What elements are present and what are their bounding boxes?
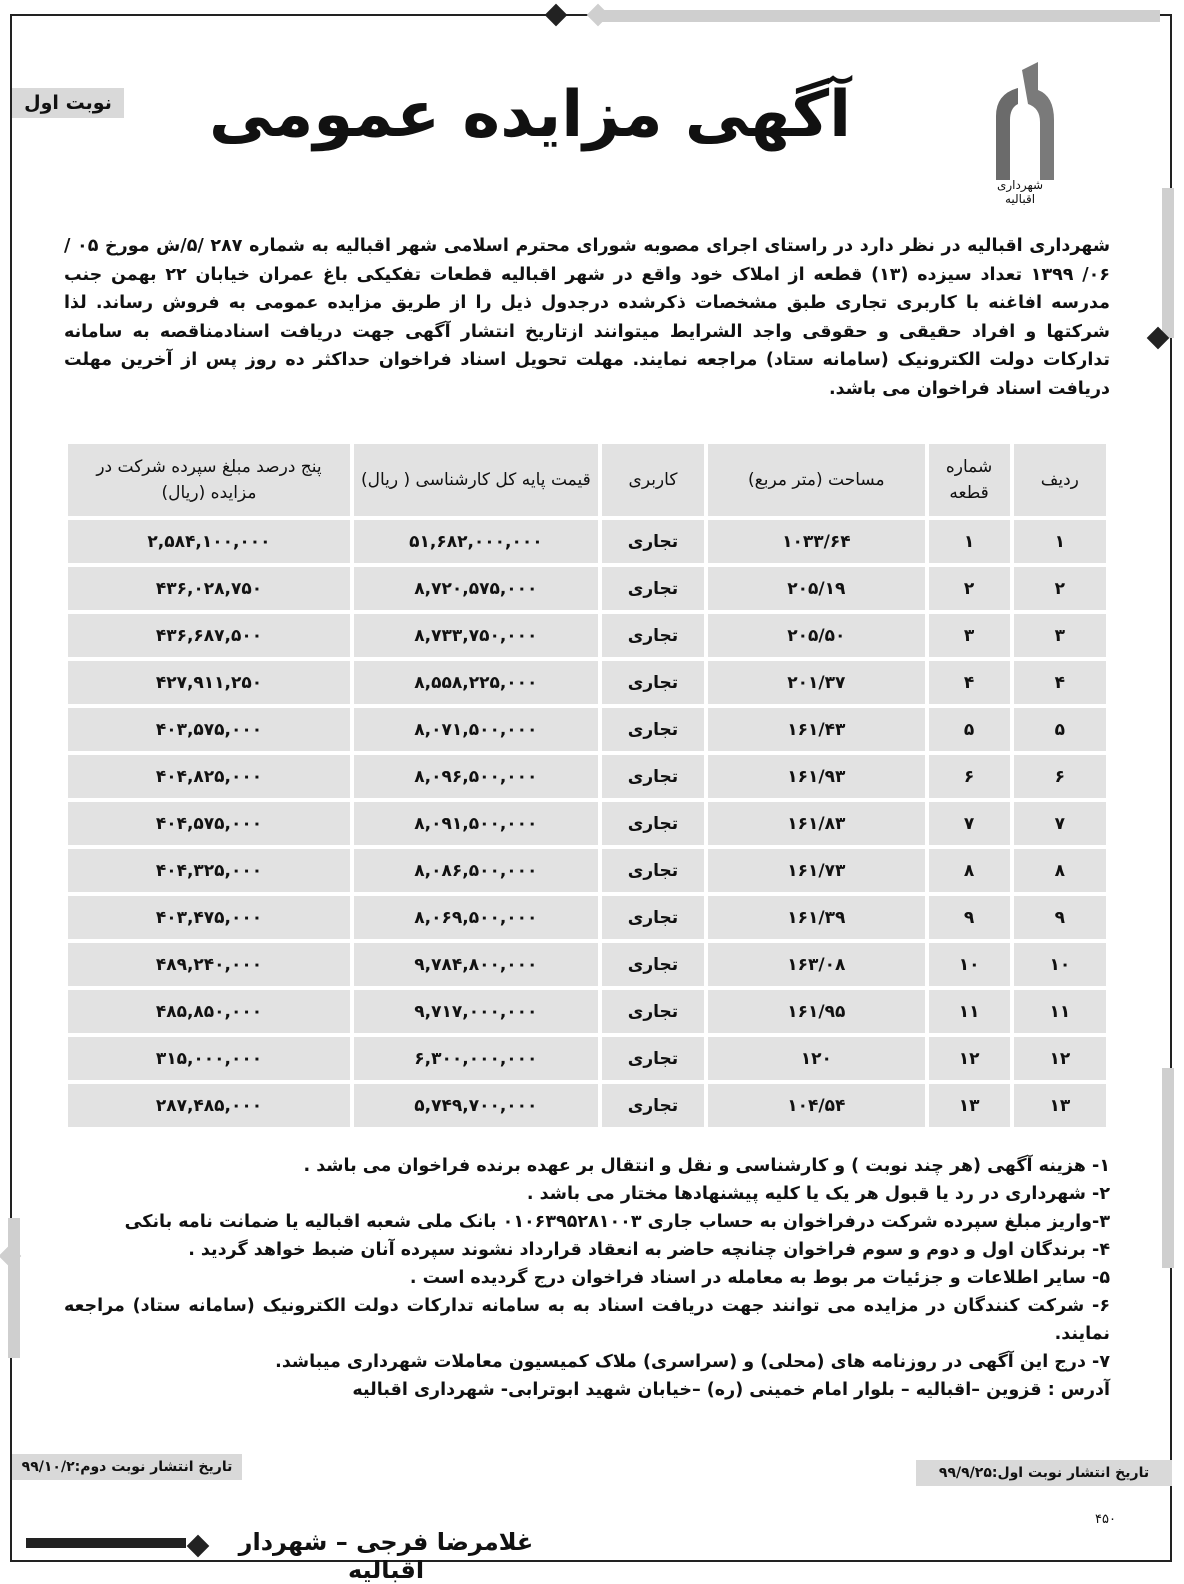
- cell-area: ۱۰۳۳/۶۴: [708, 520, 924, 563]
- round-badge: نوبت اول: [12, 88, 124, 118]
- cell-lot: ۴: [929, 661, 1010, 704]
- cell-lot: ۷: [929, 802, 1010, 845]
- table-header-row: [68, 444, 1106, 516]
- cell-usage: تجاری: [602, 567, 704, 610]
- cell-area: ۱۶۱/۹۵: [708, 990, 924, 1033]
- table-body: [68, 520, 1106, 1127]
- table-row: [68, 520, 1106, 563]
- cell-usage: تجاری: [602, 520, 704, 563]
- auction-lots-table: [64, 440, 1110, 1131]
- signature: غلامرضا فرجی – شهردار اقبالیه: [238, 1528, 534, 1584]
- cell-price: ۹,۷۸۴,۸۰۰,۰۰۰: [354, 943, 598, 986]
- cell-row: ۸: [1014, 849, 1106, 892]
- header-row-number: ردیف: [1014, 444, 1106, 516]
- cell-price: ۸,۰۹۱,۵۰۰,۰۰۰: [354, 802, 598, 845]
- condition-item: ۴- برندگان اول و دوم و سوم فراخوان چنانچه حاضر به انعقاد قرارداد نشوند سپرده آنان ضبط خواهد گردید .: [188, 1240, 1110, 1260]
- table-row: [68, 802, 1106, 845]
- cell-row: ۳: [1014, 614, 1106, 657]
- logo-text: شهرداری اقبالیه: [996, 178, 1044, 206]
- cell-lot: ۵: [929, 708, 1010, 751]
- cell-price: ۸,۵۵۸,۲۲۵,۰۰۰: [354, 661, 598, 704]
- cell-row: ۷: [1014, 802, 1106, 845]
- cell-deposit: ۴۰۳,۵۷۵,۰۰۰: [68, 708, 350, 751]
- cell-lot: ۱۰: [929, 943, 1010, 986]
- cell-deposit: ۴۳۶,۰۲۸,۷۵۰: [68, 567, 350, 610]
- cell-area: ۲۰۵/۱۹: [708, 567, 924, 610]
- table-row: [68, 1037, 1106, 1080]
- cell-price: ۸,۰۷۱,۵۰۰,۰۰۰: [354, 708, 598, 751]
- cell-deposit: ۴۰۳,۴۷۵,۰۰۰: [68, 896, 350, 939]
- cell-usage: تجاری: [602, 661, 704, 704]
- cell-deposit: ۴۰۴,۸۲۵,۰۰۰: [68, 755, 350, 798]
- condition-item: ۶- شرکت کنندگان در مزایده می توانند جهت دریافت اسناد به به سامانه تدارکات دولت الکترونیک (سامانه ستاد) مراجعه نمایند.: [64, 1296, 1110, 1344]
- signature-rule-left: [26, 1538, 186, 1548]
- table-row: [68, 1084, 1106, 1127]
- address-line: آدرس : قزوین –اقبالیه – بلوار امام خمینی (ره) –خیابان شهید ابوترابی- شهرداری اقبالیه: [352, 1380, 1110, 1400]
- cell-price: ۸,۰۹۶,۵۰۰,۰۰۰: [354, 755, 598, 798]
- publish-date-first: تاریخ انتشار نوبت اول:۹۹/۹/۲۵: [916, 1460, 1172, 1486]
- table-row: [68, 567, 1106, 610]
- cell-row: ۴: [1014, 661, 1106, 704]
- cell-price: ۸,۰۸۶,۵۰۰,۰۰۰: [354, 849, 598, 892]
- cell-row: ۱۰: [1014, 943, 1106, 986]
- cell-usage: تجاری: [602, 1037, 704, 1080]
- cell-price: ۶,۳۰۰,۰۰۰,۰۰۰: [354, 1037, 598, 1080]
- cell-area: ۱۲۰: [708, 1037, 924, 1080]
- cell-usage: تجاری: [602, 943, 704, 986]
- condition-item: ۲- شهرداری در رد یا قبول هر یک یا کلیه پیشنهادها مختار می باشد .: [526, 1184, 1110, 1204]
- table-row: [68, 661, 1106, 704]
- cell-lot: ۹: [929, 896, 1010, 939]
- cell-row: ۱۲: [1014, 1037, 1106, 1080]
- cell-lot: ۳: [929, 614, 1010, 657]
- intro-paragraph: شهرداری اقبالیه در نظر دارد در راستای اجرای مصوبه شورای محترم اسلامی شهر اقبالیه به شماره ۲۸۷ /۵/ش مورخ ۰۵ /۰۶/ ۱۳۹۹ تعداد سیزده (۱۳) قطعه از املاک خود واقع در شهر اقبالیه قطعات تفکیکی باغ عمران خیابان ۲۲ بهمن جنب مدرسه افاغنه با کاربری تجاری طبق مشخصات ذکرشده درجدول ذیل را از طریق مزایده عمومی به فروش رساند. لذا شرکتها و افراد حقیقی و حقوقی واجد الشرایط میتوانند ازتاریخ انتشار آگهی جهت دریافت اسنادمناقصه به سامانه تدارکات دولت الکترونیک (سامانه ستاد) مراجعه نمایند. مهلت تحویل اسناد فراخوان حداکثر ده روز پس از آخرین مهلت دریافت اسناد فراخوان می باشد.: [64, 236, 1111, 399]
- cell-usage: تجاری: [602, 802, 704, 845]
- cell-deposit: ۴۸۵,۸۵۰,۰۰۰: [68, 990, 350, 1033]
- condition-item: ۷- درج این آگهی در روزنامه های (محلی) و (سراسری) ملاک کمیسیون معاملات شهرداری میباشد.: [275, 1352, 1110, 1372]
- cell-deposit: ۳۱۵,۰۰۰,۰۰۰: [68, 1037, 350, 1080]
- cell-price: ۹,۷۱۷,۰۰۰,۰۰۰: [354, 990, 598, 1033]
- cell-lot: ۱۳: [929, 1084, 1010, 1127]
- condition-item: ۱- هزینه آگهی (هر چند نوبت ) و کارشناسی و نقل و انتقال بر عهده برنده فراخوان می باشد .: [303, 1156, 1110, 1176]
- cell-lot: ۶: [929, 755, 1010, 798]
- cell-usage: تجاری: [602, 849, 704, 892]
- table-row: [68, 849, 1106, 892]
- condition-item: ۵- سایر اطلاعات و جزئیات مر بوط به معامله در اسناد فراخوان درج گردیده است .: [409, 1268, 1110, 1288]
- header-lot-number: شماره قطعه: [929, 444, 1010, 516]
- table-row: [68, 990, 1106, 1033]
- cell-row: ۲: [1014, 567, 1106, 610]
- cell-row: ۱۳: [1014, 1084, 1106, 1127]
- cell-lot: ۱: [929, 520, 1010, 563]
- cell-usage: تجاری: [602, 614, 704, 657]
- cell-usage: تجاری: [602, 1084, 704, 1127]
- cell-lot: ۲: [929, 567, 1010, 610]
- cell-area: ۲۰۵/۵۰: [708, 614, 924, 657]
- cell-lot: ۱۲: [929, 1037, 1010, 1080]
- cell-deposit: ۲,۵۸۴,۱۰۰,۰۰۰: [68, 520, 350, 563]
- cell-deposit: ۴۳۶,۶۸۷,۵۰۰: [68, 614, 350, 657]
- cell-deposit: ۴۸۹,۲۴۰,۰۰۰: [68, 943, 350, 986]
- cell-usage: تجاری: [602, 708, 704, 751]
- cell-area: ۱۶۳/۰۸: [708, 943, 924, 986]
- cell-area: ۱۶۱/۹۳: [708, 755, 924, 798]
- cell-lot: ۱۱: [929, 990, 1010, 1033]
- cell-price: ۸,۷۳۳,۷۵۰,۰۰۰: [354, 614, 598, 657]
- condition-item: ۳-واریز مبلغ سپرده شرکت درفراخوان به حساب جاری ۰۱۰۶۳۹۵۲۸۱۰۰۳ بانک ملی شعبه اقبالیه یا ضمانت نامه بانکی: [124, 1212, 1110, 1232]
- page-title: آگهی مزایده عمومی: [209, 78, 851, 152]
- header-usage: کاربری: [602, 444, 704, 516]
- cell-usage: تجاری: [602, 896, 704, 939]
- cell-row: ۶: [1014, 755, 1106, 798]
- cell-area: ۲۰۱/۳۷: [708, 661, 924, 704]
- cell-lot: ۸: [929, 849, 1010, 892]
- cell-row: ۹: [1014, 896, 1106, 939]
- cell-row: ۵: [1014, 708, 1106, 751]
- header-base-price: قیمت پایه کل کارشناسی ( ریال): [354, 444, 598, 516]
- table-row: [68, 896, 1106, 939]
- cell-price: ۵۱,۶۸۲,۰۰۰,۰۰۰: [354, 520, 598, 563]
- table-row: [68, 943, 1106, 986]
- cell-deposit: ۴۰۴,۵۷۵,۰۰۰: [68, 802, 350, 845]
- cell-deposit: ۴۰۴,۳۲۵,۰۰۰: [68, 849, 350, 892]
- cell-deposit: ۴۲۷,۹۱۱,۲۵۰: [68, 661, 350, 704]
- table-row: [68, 755, 1106, 798]
- header-deposit: پنج درصد مبلغ سپرده شرکت در مزایده (ریال): [68, 444, 350, 516]
- cell-usage: تجاری: [602, 755, 704, 798]
- header-area: مساحت (متر مربع): [708, 444, 924, 516]
- conditions-list: [64, 1152, 1110, 1404]
- table-row: [68, 708, 1106, 751]
- cell-area: ۱۶۱/۸۳: [708, 802, 924, 845]
- cell-deposit: ۲۸۷,۴۸۵,۰۰۰: [68, 1084, 350, 1127]
- cell-price: ۸,۰۶۹,۵۰۰,۰۰۰: [354, 896, 598, 939]
- table-row: [68, 614, 1106, 657]
- cell-area: ۱۶۱/۳۹: [708, 896, 924, 939]
- cell-price: ۵,۷۴۹,۷۰۰,۰۰۰: [354, 1084, 598, 1127]
- cell-usage: تجاری: [602, 990, 704, 1033]
- cell-price: ۸,۷۲۰,۵۷۵,۰۰۰: [354, 567, 598, 610]
- page-number: ۴۵۰: [1095, 1512, 1116, 1527]
- cell-area: ۱۶۱/۴۳: [708, 708, 924, 751]
- cell-area: ۱۰۴/۵۴: [708, 1084, 924, 1127]
- publish-date-second: تاریخ انتشار نوبت دوم:۹۹/۱۰/۲: [12, 1454, 242, 1480]
- cell-area: ۱۶۱/۷۳: [708, 849, 924, 892]
- cell-row: ۱۱: [1014, 990, 1106, 1033]
- cell-row: ۱: [1014, 520, 1106, 563]
